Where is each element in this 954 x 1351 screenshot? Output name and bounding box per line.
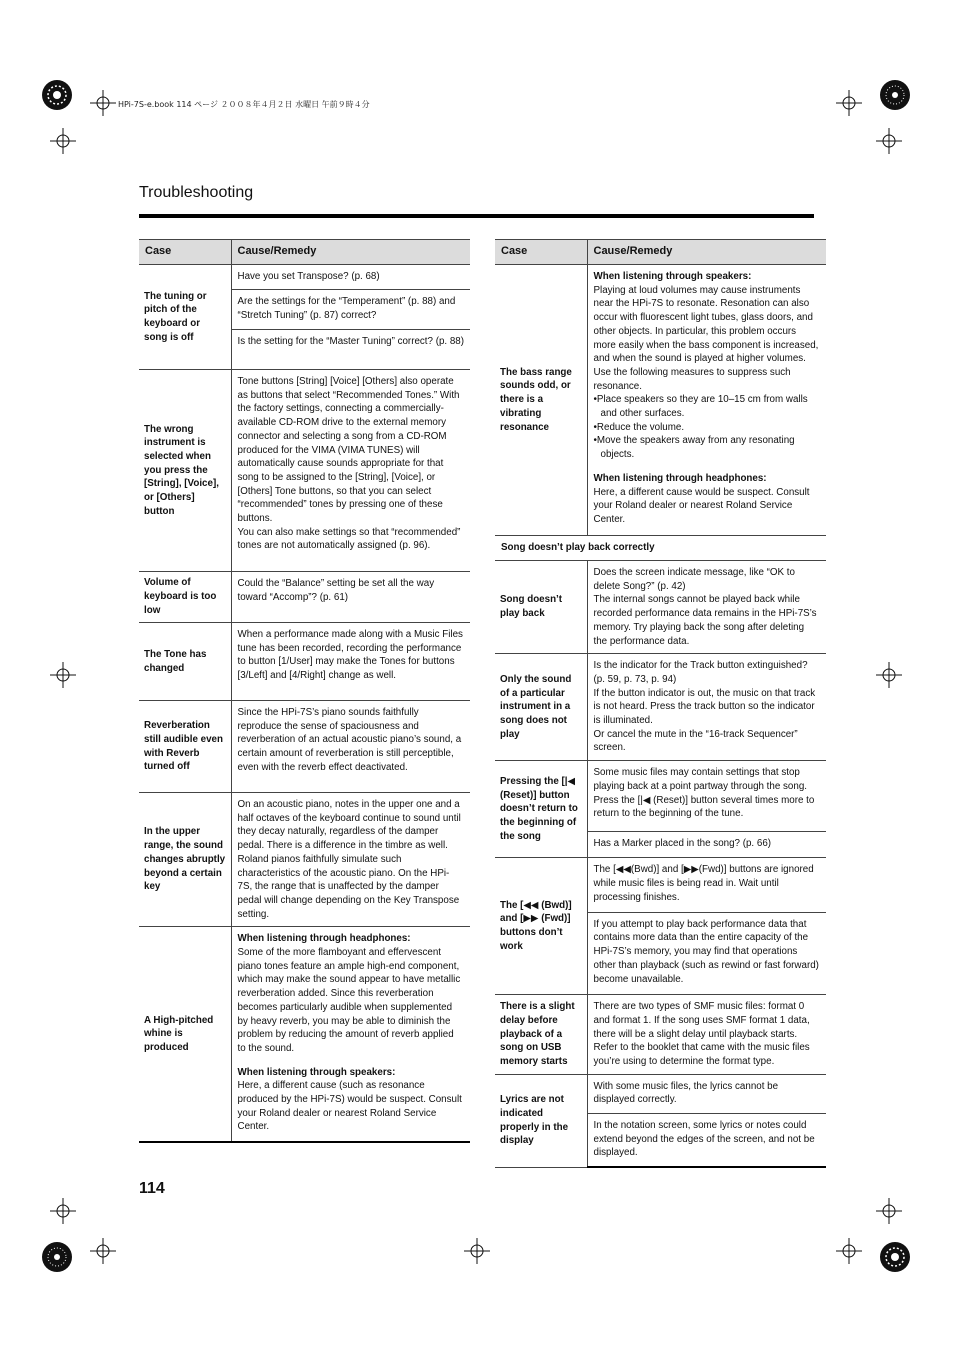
case-cell: The bass range sounds odd, or there is a vibrating resonance	[495, 265, 587, 536]
remedy-cell: When listening through headphones: Some of the more flamboyant and effervescent piano tones feature an ample high-end component, which may make the sound appear to have metallic reverberation added. Since this reverberation becomes particularly audible when supplemented by heavy reverb, you may be able to diminish the problem by reducing the amount of reverb applied to the sound. When listening through speakers: Here, a different cause (such as resonance produced by the HPi-7S) would be suspect. Consult your Roland dealer or nearest Roland Service Center.	[231, 927, 470, 1143]
table-row	[495, 761, 826, 832]
subheading: When listening through headphones:	[593, 472, 767, 484]
registration-mark-top-right	[878, 78, 912, 112]
remedy-cell: Some music files may contain settings that stop playing back at a point partway through the song. Press the [|◀ (Reset)] button several times more to return to the beginning of the tune.	[587, 761, 826, 832]
remedy-cell: Is the setting for the “Master Tuning” correct? (p. 88)	[231, 330, 470, 370]
section-title: Troubleshooting	[139, 184, 254, 201]
table-row	[139, 701, 470, 793]
crosshair-mark-bottom-right	[836, 1238, 862, 1264]
crosshair-mark-top-right-lower	[876, 128, 902, 154]
case-cell: The tuning or pitch of the keyboard or song is off	[139, 265, 231, 370]
section-row: Song doesn’t play back correctly	[495, 536, 826, 561]
crosshair-mark-mid-left	[50, 662, 76, 688]
table-row	[139, 370, 470, 572]
crosshair-mark-bottom-left-upper	[50, 1198, 76, 1224]
table-row	[495, 265, 826, 536]
case-cell: A High-pitched whine is produced	[139, 927, 231, 1143]
remedy-cell: Is the indicator for the Track button extinguished? (p. 59, p. 73, p. 94) If the button indicator is out, the music on that track is not heard. Press the track button so the indicator is illuminated. Or cancel the mute in the “16-track Sequencer” screen.	[587, 654, 826, 761]
remedy-cell: Could the “Balance” setting be set all the way toward “Accomp”? (p. 61)	[231, 572, 470, 623]
table-row	[495, 536, 826, 561]
crosshair-mark-bottom-center	[464, 1238, 490, 1264]
remedy-cell: Has a Marker placed in the song? (p. 66)	[587, 831, 826, 857]
case-cell: Volume of keyboard is too low	[139, 572, 231, 623]
subheading: When listening through headphones:	[237, 933, 411, 945]
remedy-cell: Are the settings for the “Temperament” (p. 88) and “Stretch Tuning” (p. 87) correct?	[231, 290, 470, 330]
list-item: •Place speakers so they are 10–15 cm from walls and other surfaces.	[593, 394, 808, 420]
case-cell: Lyrics are not indicated properly in the display	[495, 1074, 587, 1167]
case-cell: The wrong instrument is selected when you press the [String], [Voice], or [Others] button	[139, 370, 231, 572]
table-header-row	[139, 240, 470, 265]
table-row	[495, 654, 826, 761]
crosshair-mark-top-right	[836, 90, 862, 116]
table-row	[139, 265, 470, 290]
remedy-cell: Does the screen indicate message, like “OK to delete Song?” (p. 42) The internal songs cannot be played back while recorded performance data remains in the HPi-7S’s memory. Try playing back the song after deleting the performance data.	[587, 561, 826, 654]
remedy-cell: If you attempt to play back performance data that contains more data than the entire capacity of the HPi-7S’s memory, you may find that operations other than playback (such as rewind or fast forward) become unavailable.	[587, 912, 826, 994]
case-header: Case	[495, 240, 587, 265]
table-row	[495, 561, 826, 654]
case-cell: Reverberation still audible even with Reverb turned off	[139, 701, 231, 793]
case-cell: The [◀◀ (Bwd)] and [▶▶ (Fwd)] buttons don’t work	[495, 858, 587, 995]
case-cell: In the upper range, the sound changes abruptly beyond a certain key	[139, 793, 231, 927]
table-row	[139, 623, 470, 701]
remedy-cell: On an acoustic piano, notes in the upper one and a half octaves of the keyboard continue to sound until they decay naturally, regardless of the damper pedal. There is a difference in the timbre as well. Roland pianos faithfully simulate such characteristics of the acoustic piano. On the HPi-7S, the range that is unaffected by the damper pedal will change depending on the Key Transpose setting.	[231, 793, 470, 927]
remedy-cell: Tone buttons [String] [Voice] [Others] also operate as buttons that select “Recommended Tones.” With the factory settings, connecting a commercially-available CD-ROM drive to the external memory connector and selecting a song from a CD-ROM produced for the VIMA (VIMA TUNES) will automatically cause sounds appropriate for that song to be assigned to the [String], [Voice], or [Others] Tone buttons, so that you can select “recommended” tones by pressing one of these buttons. You can also make settings so that “recommended” tones are not automatically assigned (p. 96).	[231, 370, 470, 572]
case-cell: Only the sound of a particular instrument in a song does not play	[495, 654, 587, 761]
remedy-cell: There are two types of SMF music files: format 0 and format 1. If the song uses SMF format 1 data, there will be a slight delay until playback starts. Refer to the booklet that came with the music files you’re using to determine the format type.	[587, 995, 826, 1075]
table-row	[495, 1074, 826, 1113]
remedy-header: Cause/Remedy	[587, 240, 826, 265]
crosshair-mark-bottom-left	[90, 1238, 116, 1264]
case-cell: Song doesn’t play back	[495, 561, 587, 654]
table-header-row	[495, 240, 826, 265]
registration-mark-bottom-right	[878, 1240, 912, 1274]
remedy-cell: In the notation screen, some lyrics or notes could extend beyond the edges of the screen, and not be displayed.	[587, 1113, 826, 1167]
remedy-cell: When listening through speakers: Playing at loud volumes may cause instruments near the HPi-7S to resonate. Resonation can also occur with fluorescent light tubes, glass doors, and other objects. In particular, this problem occurs more easily when the bass component is increased, and when the sound is played at higher volumes. Use the following measures to suppress such resonance. •Place speakers so they are 10–15 cm from walls and other surfaces. •Reduce the volume. •Move the speakers away from any resonating objects. When listening through headphones: Here, a different cause would be suspect. Consult your Roland dealer or nearest Roland Service Center.	[587, 265, 826, 536]
print-info-line: HPi-7S-e.book 114 ページ ２００８年４月２日 水曜日 午前９時４分	[118, 100, 370, 109]
table-row	[495, 858, 826, 913]
remedy-header: Cause/Remedy	[231, 240, 470, 265]
remedy-cell: Since the HPi-7S’s piano sounds faithfully reproduce the sense of spaciousness and reverberation of an actual acoustic piano’s sound, a certain amount of reverberation is still perceptible, even with the reverb effect deactivated.	[231, 701, 470, 793]
list-item: •Move the speakers away from any resonating objects.	[593, 435, 795, 461]
crosshair-mark-mid-right	[876, 662, 902, 688]
title-rule	[139, 214, 814, 218]
crosshair-mark-bottom-right-upper	[876, 1198, 902, 1224]
crosshair-mark-top-left	[90, 90, 116, 116]
table-row	[139, 927, 470, 1143]
registration-mark-bottom-left	[40, 1240, 74, 1274]
registration-mark-top-left	[40, 78, 74, 112]
table-row	[139, 793, 470, 927]
case-header: Case	[139, 240, 231, 265]
list-item: •Reduce the volume.	[593, 421, 685, 433]
right-troubleshooting-table	[495, 239, 826, 1168]
case-cell: The Tone has changed	[139, 623, 231, 701]
left-troubleshooting-table	[139, 239, 470, 1143]
table-row	[139, 572, 470, 623]
subheading: When listening through speakers:	[593, 271, 752, 282]
remedy-cell: The [◀◀(Bwd)] and [▶▶(Fwd)] buttons are ignored while music files is being read in. Wait until processing finishes.	[587, 858, 826, 913]
crosshair-mark-top-left-lower	[50, 128, 76, 154]
remedy-cell: Have you set Transpose? (p. 68)	[231, 265, 470, 290]
page-number: 114	[139, 1180, 165, 1197]
table-row	[495, 995, 826, 1075]
remedy-cell: With some music files, the lyrics cannot be displayed correctly.	[587, 1074, 826, 1113]
case-cell: There is a slight delay before playback of a song on USB memory starts	[495, 995, 587, 1075]
subheading: When listening through speakers:	[237, 1066, 396, 1078]
remedy-cell: When a performance made along with a Music Files tune has been recorded, recording the performance to button [1/User] may make the Tones for buttons [3/Left] and [4/Right] change as well.	[231, 623, 470, 701]
case-cell: Pressing the [|◀ (Reset)] button doesn’t return to the beginning of the song	[495, 761, 587, 858]
